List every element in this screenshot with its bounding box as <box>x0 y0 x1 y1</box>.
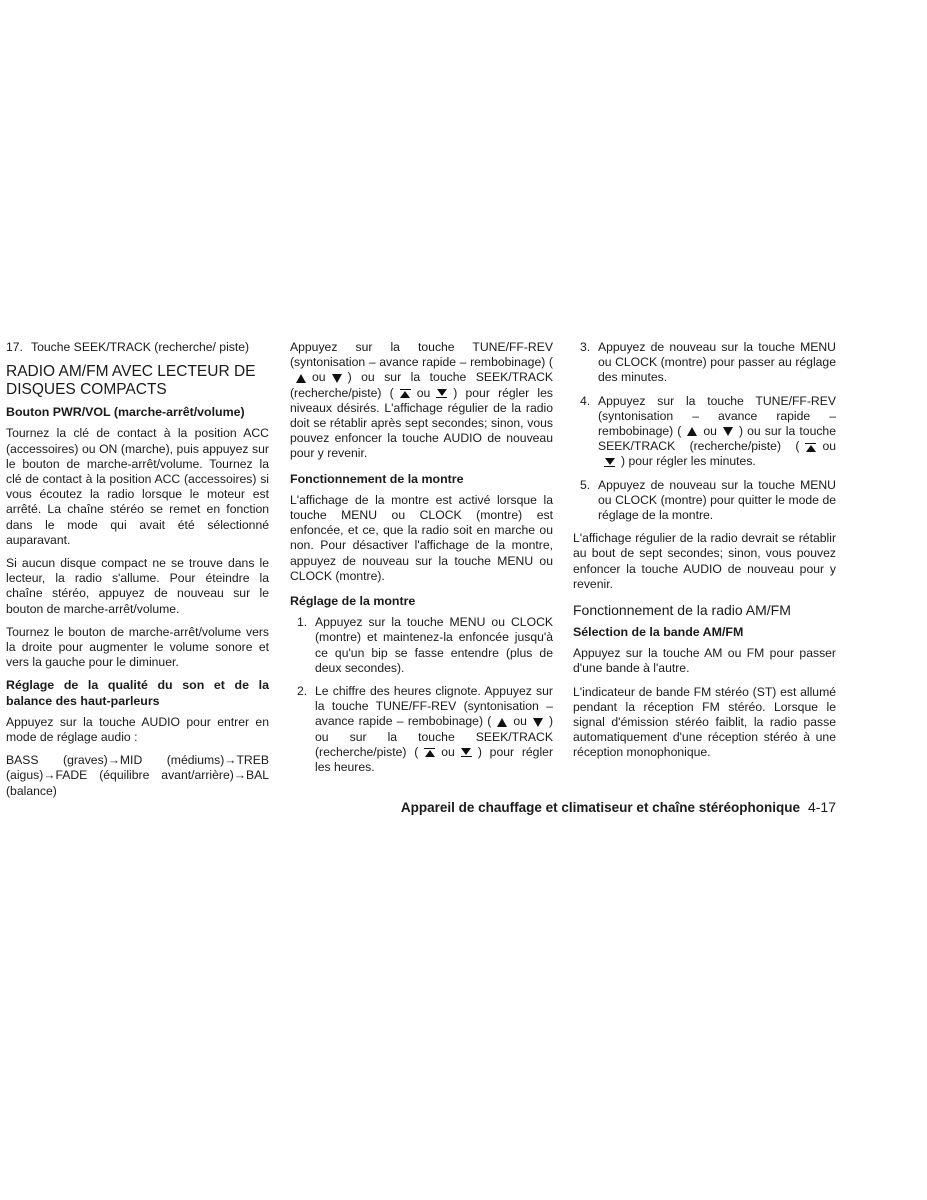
text-run: ou <box>703 424 717 439</box>
footer-title: Appareil de chauffage et climatiseur et chaîne stéréophonique <box>400 800 800 815</box>
paragraph: Tournez le bouton de marche-arrêt/volume vers la droite pour augmenter le volume sonore et vers la gauche pour le diminuer. <box>6 624 269 670</box>
seek-down-icon <box>604 458 615 467</box>
subheading-reglage-montre: Réglage de la montre <box>290 594 416 609</box>
seek-up-icon <box>805 443 816 452</box>
seek-up-icon <box>424 748 435 757</box>
seek-up-icon <box>400 389 411 398</box>
text-run: ou <box>441 744 455 759</box>
list-item-3 <box>580 340 836 386</box>
list-number: 3. <box>580 340 591 354</box>
paragraph: Si aucun disque compact ne se trouve dans le lecteur, la radio s'allume. Pour éteindre la chaîne stéréo, appuyez de nouveau sur le bouton de marche-arrêt/volume. <box>6 556 269 616</box>
seek-down-icon <box>436 389 447 398</box>
text-run: Le chiffre des heures clignote. Appuyez sur la touche TUNE/FF-REV (syntonisation – avance rapide – rembobinage) ( <box>315 684 553 729</box>
list-item-4 <box>580 394 836 470</box>
tune-down-icon <box>723 427 733 436</box>
list-text <box>315 684 553 775</box>
text-run: ou <box>312 370 326 385</box>
text-run: Appuyez sur la touche TUNE/FF-REV (syntonisation – avance rapide – rembobinage) ( <box>598 393 836 439</box>
text-run: ) pour régler les niveaux désirés. L'affichage régulier de la radio doit se rétablir après sept secondes; sinon, vous pouvez enfoncer la touche AUDIO de nouveau pour y revenir. <box>290 385 553 461</box>
text-run: ou <box>416 385 431 400</box>
tune-up-icon <box>497 718 507 727</box>
list-text: Appuyez de nouveau sur la touche MENU ou CLOCK (montre) pour passer au réglage des minutes. <box>598 340 836 385</box>
section-heading-amfm: Fonctionnement de la radio AM/FM <box>573 602 791 619</box>
list-item-5 <box>580 478 836 524</box>
list-number: 2. <box>297 684 308 699</box>
page-number: 4-17 <box>807 799 836 815</box>
column-1 <box>6 340 269 807</box>
text-run: ou <box>513 714 527 729</box>
tune-up-icon <box>296 374 306 383</box>
text-run: ) ou sur la touche SEEK/TRACK (recherche/piste) ( <box>315 714 553 759</box>
column-3 <box>573 340 836 769</box>
section-heading-radio: RADIO AM/FM AVEC LECTEUR DE DISQUES COMPACTS <box>6 363 256 399</box>
tune-up-icon <box>687 427 697 436</box>
list-number: 1. <box>297 615 308 630</box>
paragraph: L'indicateur de bande FM stéréo (ST) est allumé pendant la réception FM stéréo. Lorsque le signal d'émission stéréo faiblit, la radio passe automatiquement d'une réception stéréo à une réception monophonique. <box>573 684 836 760</box>
tune-down-icon <box>533 718 543 727</box>
subheading-pwr-vol: Bouton PWR/VOL (marche-arrêt/volume) <box>6 405 245 420</box>
list-number: 4. <box>580 393 591 408</box>
list-item-17 <box>6 340 269 355</box>
list-item-2 <box>297 684 553 775</box>
paragraph: BASS (graves)→MID (médiums)→TREB (aigus)→FADE (équilibre avant/arrière)→BAL (balance) <box>6 753 269 798</box>
list-text: Appuyez de nouveau sur la touche MENU ou CLOCK (montre) pour quitter le mode de réglage de la montre. <box>598 477 836 523</box>
paragraph: Appuyez sur la touche AM ou FM pour passer d'une bande à l'autre. <box>573 646 836 676</box>
list-number: 17. <box>6 340 23 354</box>
text-run: ou <box>822 439 836 454</box>
paragraph: L'affichage régulier de la radio devrait se rétablir au bout de sept secondes; sinon, vous pouvez enfoncer la touche AUDIO de nouveau pour y revenir. <box>573 531 836 591</box>
page-footer <box>300 799 836 815</box>
text-run: ) ou sur la touche SEEK/TRACK (recherche/piste) ( <box>290 370 553 400</box>
list-item-1 <box>297 615 553 676</box>
subheading-selection-bande: Sélection de la bande AM/FM <box>573 625 744 640</box>
tune-down-icon <box>332 374 342 383</box>
paragraph: L'affichage de la montre est activé lorsque la touche MENU ou CLOCK (montre) est enfoncée, et ce, que la radio soit en marche ou non. Pour désactiver l'affichage de la montre, appuyez de nouveau sur la touche MENU ou CLOCK (montre). <box>290 492 553 583</box>
paragraph: Appuyez sur la touche AUDIO pour entrer en mode de réglage audio : <box>6 714 269 745</box>
list-text: Appuyez sur la touche MENU ou CLOCK (montre) et maintenez-la enfoncée jusqu'à ce qu'un bip se fasse entendre (plus de deux secondes). <box>315 615 553 675</box>
list-number: 5. <box>580 477 591 492</box>
seek-down-icon <box>461 748 472 757</box>
paragraph-tune-seek <box>290 340 553 462</box>
text-run: ) pour régler les heures. <box>315 744 553 775</box>
paragraph: Tournez la clé de contact à la position ACC (accessoires) ou ON (marche), puis appuyez sur le bouton de marche-arrêt/volume. Tournez la clé de contact à la position ACC (accessoires) si vous écoutez la radio lorsque le moteur est arrêté. La chaîne stéréo se remet en fonction dans le mode qui avait été sélectionné auparavant. <box>6 426 269 547</box>
column-2 <box>290 340 553 783</box>
subheading-qualite-son: Réglage de la qualité du son et de la balance des haut-parleurs <box>6 678 269 708</box>
text-run: ) ou sur la touche SEEK/TRACK (recherche/piste) ( <box>598 424 836 454</box>
text-run: ) pour régler les minutes. <box>621 454 756 469</box>
subheading-fonctionnement-montre: Fonctionnement de la montre <box>290 471 464 486</box>
list-text <box>598 394 836 470</box>
text-run: Appuyez sur la touche TUNE/FF-REV (syntonisation – avance rapide – rembobinage) ( <box>290 340 553 370</box>
list-text: Touche SEEK/TRACK (recherche/ piste) <box>31 340 250 354</box>
